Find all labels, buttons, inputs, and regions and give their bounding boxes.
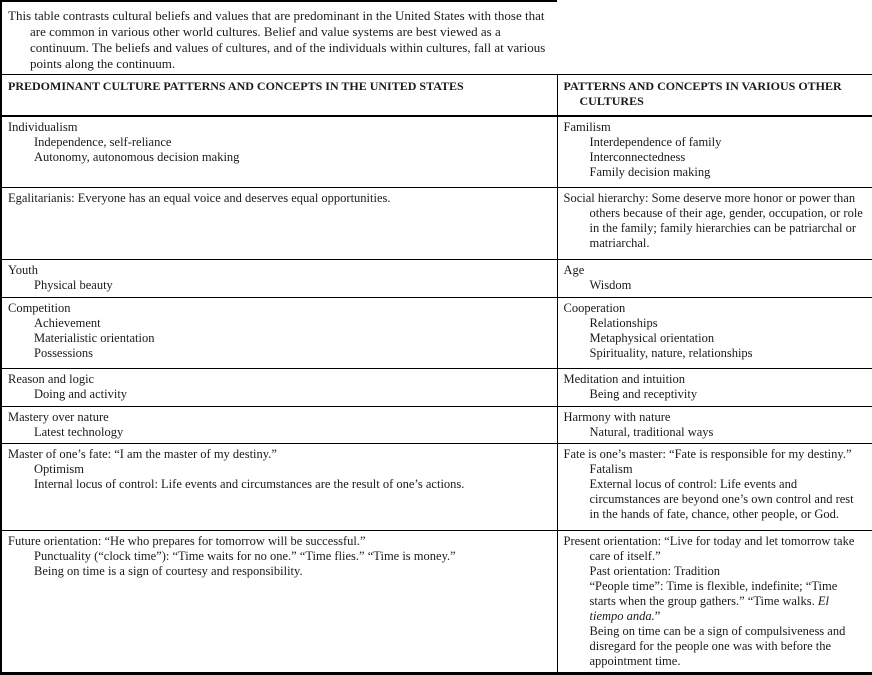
cell-left xyxy=(1,116,557,188)
cell-line: Natural, traditional ways xyxy=(589,425,714,439)
cell-line: Egalitarianis: Everyone has an equal voice and deserves equal opportunities. xyxy=(8,191,391,205)
table-row xyxy=(1,407,872,444)
cell-line: Spirituality, nature, relationships xyxy=(589,346,753,360)
cell-line: Optimism xyxy=(34,462,85,476)
table-row xyxy=(1,188,872,260)
cell-left xyxy=(1,188,557,260)
table-row xyxy=(1,369,872,407)
table-row xyxy=(1,298,872,369)
cell-right xyxy=(557,407,872,444)
column-header-us xyxy=(1,75,557,116)
cell-right xyxy=(557,444,872,531)
table-row xyxy=(1,531,872,674)
cell-line: Social hierarchy: Some deserve more honor or power than others because of their age, gender, occupation, or role in the family; family hierarchies can be patriarchal or matriarchal. xyxy=(563,191,863,250)
cell-line: Possessions xyxy=(34,346,94,360)
column-header-other xyxy=(557,75,872,116)
cell-left xyxy=(1,260,557,298)
table-row xyxy=(1,444,872,531)
cell-line: Age xyxy=(563,263,585,277)
cell-line: Being and receptivity xyxy=(589,387,698,401)
cell-line: Mastery over nature xyxy=(8,410,109,424)
cell-line: Metaphysical orientation xyxy=(589,331,715,345)
cell-right xyxy=(557,116,872,188)
cell-left xyxy=(1,298,557,369)
cell-line: Meditation and intuition xyxy=(563,372,686,386)
table-caption xyxy=(0,0,557,74)
column-header-us-label: PREDOMINANT CULTURE PATTERNS AND CONCEPTS IN THE UNITED STATES xyxy=(8,79,464,93)
cell-line: Internal locus of control: Life events and circumstances are the result of one’s actions. xyxy=(34,477,465,491)
cell-line: Present orientation: “Live for today and let tomorrow take care of itself.” xyxy=(563,534,855,563)
cell-right xyxy=(557,188,872,260)
cell-line: Interdependence of family xyxy=(589,134,722,149)
cell-line: Physical beauty xyxy=(34,278,113,292)
cell-right xyxy=(557,260,872,298)
cell-line: Being on time can be a sign of compulsiveness and disregard for the people one was with before the appointment time. xyxy=(589,624,846,668)
cell-right xyxy=(557,531,872,674)
cell-line: Master of one’s fate: “I am the master of my destiny.” xyxy=(8,447,277,461)
cell-left xyxy=(1,369,557,407)
culture-comparison-table xyxy=(0,74,872,675)
cell-line: Competition xyxy=(8,301,71,315)
cell-line: Reason and logic xyxy=(8,372,95,386)
cell-line: Harmony with nature xyxy=(563,410,671,424)
header-row xyxy=(1,75,872,116)
cell-line: Interconnectedness xyxy=(589,149,686,164)
cell-left xyxy=(1,531,557,674)
cell-line: “People time”: Time is flexible, indefinite; “Time starts when the group gathers.” “Time walks. El tiempo anda.” xyxy=(589,579,838,623)
cell-line: Latest technology xyxy=(34,425,124,439)
cell-line: Cooperation xyxy=(563,301,626,315)
cell-line: Relationships xyxy=(589,316,658,330)
cell-line: External locus of control: Life events and circumstances are beyond one’s own control and rest in the hands of fate, chance, other people, or God. xyxy=(589,477,854,521)
cell-line: Youth xyxy=(8,263,38,277)
cell-line: Wisdom xyxy=(589,278,632,292)
cell-line: Fatalism xyxy=(589,462,633,476)
cell-line: Individualism xyxy=(8,119,78,134)
cell-line: Independence, self-reliance xyxy=(34,134,172,149)
table-row xyxy=(1,260,872,298)
cell-right xyxy=(557,298,872,369)
cell-line: Materialistic orientation xyxy=(34,331,155,345)
cell-line: Being on time is a sign of courtesy and responsibility. xyxy=(34,564,303,578)
cell-line: Achievement xyxy=(34,316,101,330)
table-caption-text: This table contrasts cultural beliefs and values that are predominant in the United States with those that are common in various other world cultures. Belief and value systems are best viewed as a continuum. The beliefs and values of cultures, and of the individuals within cultures, fall at various points along the continuum. xyxy=(8,8,546,71)
cell-right xyxy=(557,369,872,407)
cell-line: Familism xyxy=(563,119,611,134)
cell-line: Future orientation: “He who prepares for tomorrow will be successful.” xyxy=(8,534,366,548)
cell-line: Autonomy, autonomous decision making xyxy=(34,149,240,164)
cell-line: Family decision making xyxy=(589,164,711,179)
cell-line: Doing and activity xyxy=(34,387,128,401)
cell-line: Past orientation: Tradition xyxy=(589,564,721,578)
comparison-table-body xyxy=(1,116,872,674)
cell-line: Punctuality (“clock time”): “Time waits for no one.” “Time flies.” “Time is money.” xyxy=(34,549,456,563)
column-header-other-label: PATTERNS AND CONCEPTS IN VARIOUS OTHER CULTURES xyxy=(563,79,842,108)
cell-left xyxy=(1,407,557,444)
cell-left xyxy=(1,444,557,531)
table-row xyxy=(1,116,872,188)
cell-line: Fate is one’s master: “Fate is responsible for my destiny.” xyxy=(563,447,852,461)
